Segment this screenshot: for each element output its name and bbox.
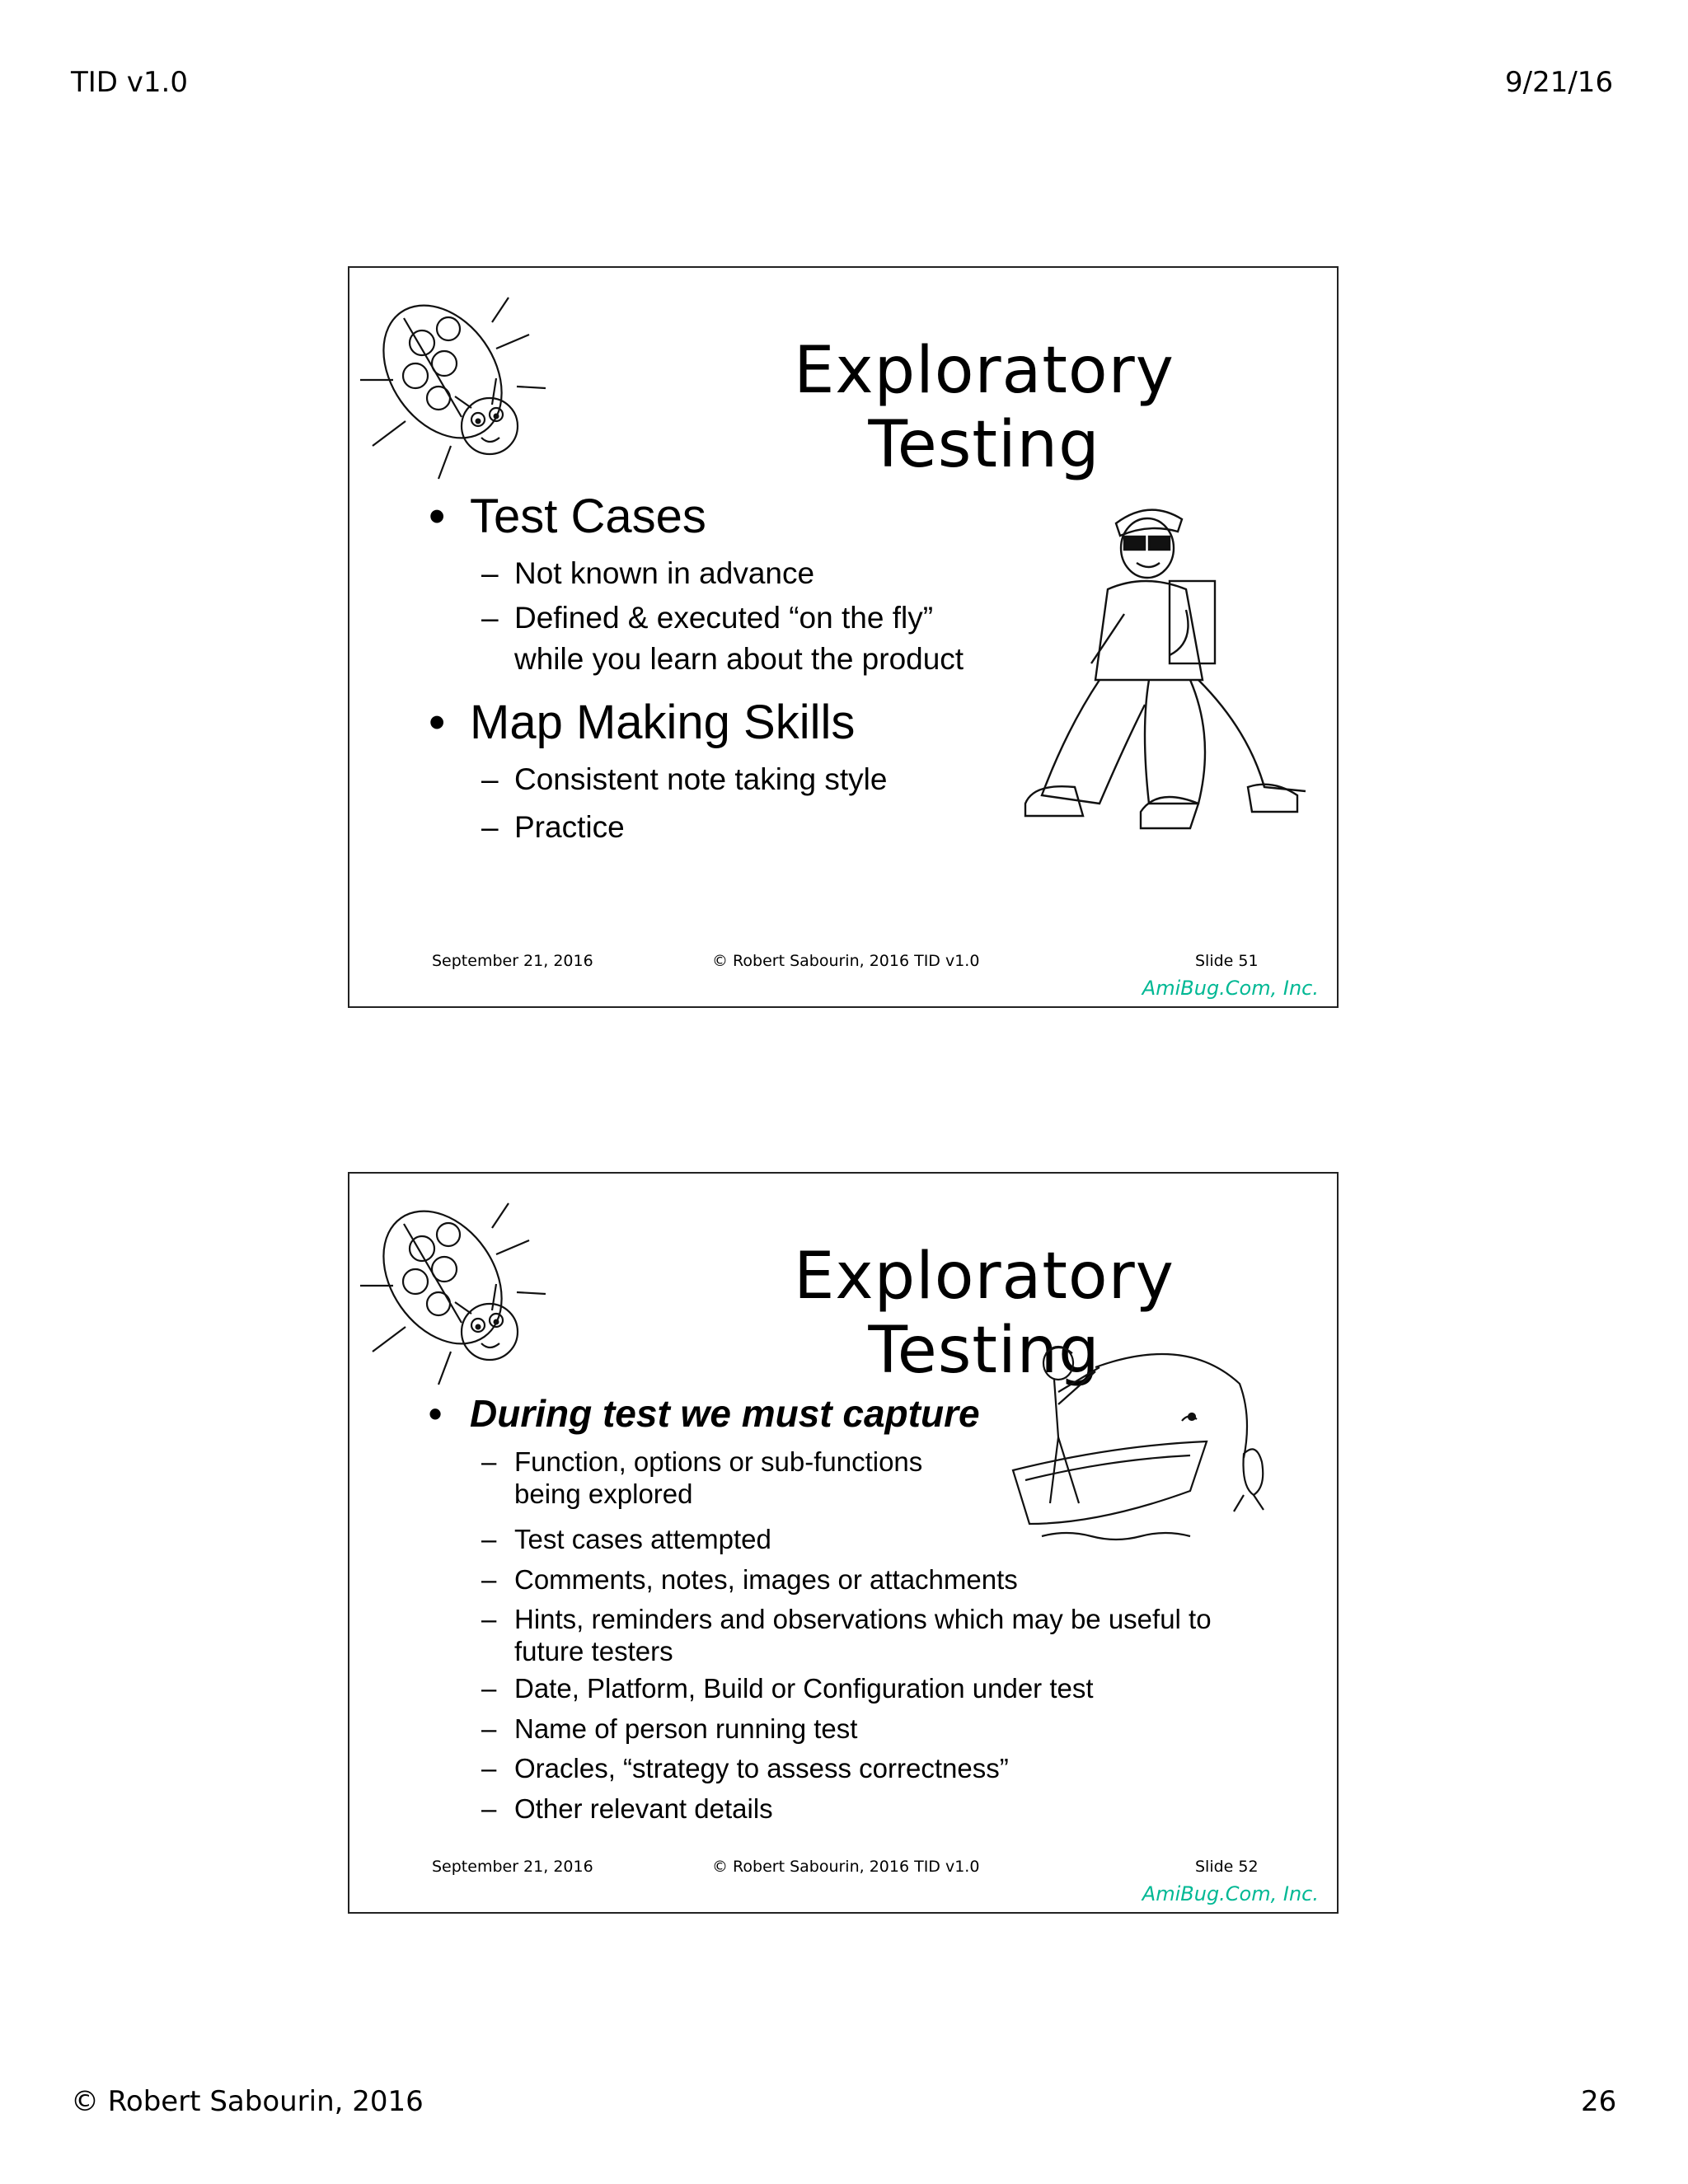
- footer-copyright: © Robert Sabourin, 2016 TID v1.0: [712, 952, 980, 970]
- page-number: 26: [1581, 2085, 1617, 2118]
- bullet-map-making: • Map Making Skills: [429, 696, 856, 749]
- sub-bullet: – Hints, reminders and observations which may be useful to future testers: [481, 1604, 1212, 1666]
- sub-bullet: – Other relevant details: [481, 1793, 773, 1824]
- footer-date: September 21, 2016: [432, 952, 593, 970]
- explorer-illustration: [1001, 490, 1314, 853]
- slide-52: [348, 1172, 1339, 1914]
- sub-bullet: – Date, Platform, Build or Configuration under test: [481, 1673, 1094, 1704]
- sub-bullet: – Practice: [481, 810, 625, 844]
- footer-slide-number: Slide 52: [1195, 1858, 1259, 1876]
- ladybug-illustration: [356, 273, 570, 487]
- page-footer-copyright: © Robert Sabourin, 2016: [71, 2085, 424, 2118]
- sub-bullet: – Defined & executed “on the fly” while you learn about the product: [481, 601, 964, 676]
- sub-bullet: – Test cases attempted: [481, 1524, 771, 1554]
- sub-bullet: – Not known in advance: [481, 556, 815, 590]
- fisherman-illustration: [1009, 1338, 1314, 1553]
- sub-bullet: – Name of person running test: [481, 1713, 858, 1744]
- bullet-test-cases: • Test Cases: [429, 490, 706, 543]
- slide-51: [348, 266, 1339, 1008]
- footer-copyright: © Robert Sabourin, 2016 TID v1.0: [712, 1858, 980, 1876]
- bullet-text: During test we must capture: [470, 1392, 980, 1435]
- sub-bullet: – Comments, notes, images or attachments: [481, 1564, 1018, 1595]
- sub-bullet: – Function, options or sub-functions being explored: [481, 1446, 923, 1509]
- bullet-during-test: • During test we must capture: [429, 1392, 980, 1435]
- sub-bullet: – Oracles, “strategy to assess correctness”: [481, 1753, 1009, 1783]
- brand-name: AmiBug.Com, Inc.: [1142, 1882, 1319, 1905]
- sub-bullet: – Consistent note taking style: [481, 762, 888, 796]
- page-header-left: TID v1.0: [71, 66, 188, 99]
- slide-title: Exploratory Testing: [794, 1240, 1175, 1388]
- footer-date: September 21, 2016: [432, 1858, 593, 1876]
- bullet-text: Test Cases: [470, 490, 706, 543]
- page-header-date: 9/21/16: [1505, 66, 1614, 99]
- ladybug-illustration: [356, 1179, 570, 1393]
- bullet-text: Map Making Skills: [470, 696, 856, 749]
- footer-slide-number: Slide 51: [1195, 952, 1259, 970]
- brand-name: AmiBug.Com, Inc.: [1142, 977, 1319, 1000]
- slide-title: Exploratory Testing: [794, 334, 1175, 482]
